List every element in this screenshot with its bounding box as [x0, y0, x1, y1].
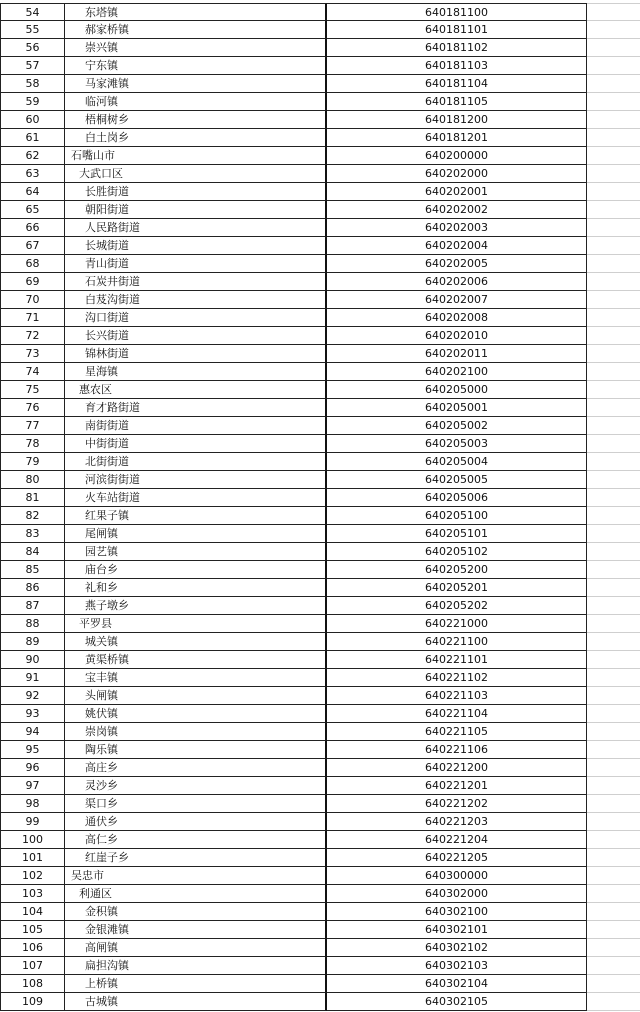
- table-row: [0, 489, 640, 507]
- table-row: [0, 453, 640, 471]
- row-number-cell[interactable]: 91: [0, 669, 65, 687]
- region-name-cell[interactable]: 马家滩镇: [65, 75, 327, 93]
- row-number-cell[interactable]: 64: [0, 183, 65, 201]
- row-number-cell[interactable]: 104: [0, 903, 65, 921]
- row-number-cell[interactable]: 73: [0, 345, 65, 363]
- table-row: [0, 507, 640, 525]
- region-code-cell[interactable]: 640300000: [327, 867, 587, 885]
- region-name-cell[interactable]: 石嘴山市: [65, 147, 327, 165]
- table-row: [0, 687, 640, 705]
- row-number-cell[interactable]: 61: [0, 129, 65, 147]
- region-code-cell[interactable]: 640205000: [327, 381, 587, 399]
- empty-cell[interactable]: [587, 471, 640, 489]
- region-code-cell[interactable]: 640181101: [327, 21, 587, 39]
- row-number-cell[interactable]: 80: [0, 471, 65, 489]
- empty-cell[interactable]: [587, 237, 640, 255]
- region-code-cell[interactable]: 640181102: [327, 39, 587, 57]
- region-code-cell[interactable]: 640221100: [327, 633, 587, 651]
- region-code-cell[interactable]: 640221203: [327, 813, 587, 831]
- table-row: [0, 615, 640, 633]
- region-code-cell[interactable]: 640181100: [327, 3, 587, 21]
- empty-cell[interactable]: [587, 777, 640, 795]
- empty-cell[interactable]: [587, 615, 640, 633]
- region-name-cell[interactable]: 古城镇: [65, 993, 327, 1011]
- empty-cell[interactable]: [587, 381, 640, 399]
- row-number-cell[interactable]: 74: [0, 363, 65, 381]
- empty-cell[interactable]: [587, 705, 640, 723]
- empty-cell[interactable]: [587, 399, 640, 417]
- region-code-cell[interactable]: 640181103: [327, 57, 587, 75]
- table-row: [0, 885, 640, 903]
- table-row: [0, 381, 640, 399]
- table-row: [0, 255, 640, 273]
- table-row: [0, 165, 640, 183]
- row-number-cell[interactable]: 72: [0, 327, 65, 345]
- region-name-cell[interactable]: 渠口乡: [65, 795, 327, 813]
- row-number-cell[interactable]: 58: [0, 75, 65, 93]
- region-name-cell[interactable]: 崇兴镇: [65, 39, 327, 57]
- region-code-cell[interactable]: 640302102: [327, 939, 587, 957]
- empty-cell[interactable]: [587, 741, 640, 759]
- region-code-cell[interactable]: 640202008: [327, 309, 587, 327]
- region-code-cell[interactable]: 640302105: [327, 993, 587, 1011]
- region-code-cell[interactable]: 640302100: [327, 903, 587, 921]
- empty-cell[interactable]: [587, 183, 640, 201]
- row-number-cell[interactable]: 77: [0, 417, 65, 435]
- row-number-cell[interactable]: 95: [0, 741, 65, 759]
- region-name-cell[interactable]: 宁东镇: [65, 57, 327, 75]
- region-name-cell[interactable]: 北街街道: [65, 453, 327, 471]
- row-number-cell[interactable]: 79: [0, 453, 65, 471]
- table-row: [0, 561, 640, 579]
- region-name-cell[interactable]: 姚伏镇: [65, 705, 327, 723]
- empty-cell[interactable]: [587, 435, 640, 453]
- table-row: [0, 237, 640, 255]
- empty-cell[interactable]: [587, 291, 640, 309]
- empty-cell[interactable]: [587, 795, 640, 813]
- region-code-cell[interactable]: 640181105: [327, 93, 587, 111]
- row-number-cell[interactable]: 97: [0, 777, 65, 795]
- empty-cell[interactable]: [587, 327, 640, 345]
- region-code-cell[interactable]: 640202004: [327, 237, 587, 255]
- table-row: [0, 291, 640, 309]
- region-code-cell[interactable]: 640221104: [327, 705, 587, 723]
- region-name-cell[interactable]: 郝家桥镇: [65, 21, 327, 39]
- region-name-cell[interactable]: 惠农区: [65, 381, 327, 399]
- region-name-cell[interactable]: 高庄乡: [65, 759, 327, 777]
- region-code-cell[interactable]: 640302104: [327, 975, 587, 993]
- region-name-cell[interactable]: 育才路街道: [65, 399, 327, 417]
- row-number-cell[interactable]: 96: [0, 759, 65, 777]
- spreadsheet-table: [0, 3, 640, 1011]
- empty-cell[interactable]: [587, 651, 640, 669]
- region-code-cell[interactable]: 640205003: [327, 435, 587, 453]
- table-row: [0, 345, 640, 363]
- row-number-cell[interactable]: 100: [0, 831, 65, 849]
- region-code-cell[interactable]: 640202000: [327, 165, 587, 183]
- empty-cell[interactable]: [587, 525, 640, 543]
- table-row: [0, 957, 640, 975]
- region-code-cell[interactable]: 640221101: [327, 651, 587, 669]
- table-row: [0, 39, 640, 57]
- region-name-cell[interactable]: 扁担沟镇: [65, 957, 327, 975]
- empty-cell[interactable]: [587, 939, 640, 957]
- region-name-cell[interactable]: 长兴街道: [65, 327, 327, 345]
- table-row: [0, 471, 640, 489]
- row-number-cell[interactable]: 68: [0, 255, 65, 273]
- row-number-cell[interactable]: 99: [0, 813, 65, 831]
- table-row: [0, 21, 640, 39]
- table-row: [0, 3, 640, 21]
- region-code-cell[interactable]: 640302000: [327, 885, 587, 903]
- table-row: [0, 813, 640, 831]
- region-name-cell[interactable]: 上桥镇: [65, 975, 327, 993]
- empty-cell[interactable]: [587, 759, 640, 777]
- region-name-cell[interactable]: 长胜街道: [65, 183, 327, 201]
- region-name-cell[interactable]: 灵沙乡: [65, 777, 327, 795]
- table-row: [0, 597, 640, 615]
- region-name-cell[interactable]: 宝丰镇: [65, 669, 327, 687]
- region-code-cell[interactable]: 640205001: [327, 399, 587, 417]
- empty-cell[interactable]: [587, 867, 640, 885]
- table-row: [0, 309, 640, 327]
- row-number-cell[interactable]: 88: [0, 615, 65, 633]
- empty-cell[interactable]: [587, 669, 640, 687]
- region-code-cell[interactable]: 640205004: [327, 453, 587, 471]
- empty-cell[interactable]: [587, 597, 640, 615]
- region-code-cell[interactable]: 640221202: [327, 795, 587, 813]
- row-number-cell[interactable]: 103: [0, 885, 65, 903]
- region-code-cell[interactable]: 640221201: [327, 777, 587, 795]
- empty-cell[interactable]: [587, 561, 640, 579]
- table-row: [0, 993, 640, 1011]
- empty-cell[interactable]: [587, 507, 640, 525]
- table-row: [0, 525, 640, 543]
- empty-cell[interactable]: [587, 993, 640, 1011]
- row-number-cell[interactable]: 69: [0, 273, 65, 291]
- empty-cell[interactable]: [587, 129, 640, 147]
- empty-cell[interactable]: [587, 21, 640, 39]
- region-name-cell[interactable]: 头闸镇: [65, 687, 327, 705]
- empty-cell[interactable]: [587, 219, 640, 237]
- table-row: [0, 867, 640, 885]
- region-code-cell[interactable]: 640221102: [327, 669, 587, 687]
- row-number-cell[interactable]: 89: [0, 633, 65, 651]
- row-number-cell[interactable]: 105: [0, 921, 65, 939]
- region-name-cell[interactable]: 大武口区: [65, 165, 327, 183]
- empty-cell[interactable]: [587, 723, 640, 741]
- region-name-cell[interactable]: 临河镇: [65, 93, 327, 111]
- region-name-cell[interactable]: 梧桐树乡: [65, 111, 327, 129]
- empty-cell[interactable]: [587, 201, 640, 219]
- row-number-cell[interactable]: 67: [0, 237, 65, 255]
- region-code-cell[interactable]: 640181200: [327, 111, 587, 129]
- region-code-cell[interactable]: 640221205: [327, 849, 587, 867]
- empty-cell[interactable]: [587, 57, 640, 75]
- region-name-cell[interactable]: 长城街道: [65, 237, 327, 255]
- region-name-cell[interactable]: 南街街道: [65, 417, 327, 435]
- region-code-cell[interactable]: 640205200: [327, 561, 587, 579]
- region-code-cell[interactable]: 640221204: [327, 831, 587, 849]
- region-name-cell[interactable]: 白芨沟街道: [65, 291, 327, 309]
- region-code-cell[interactable]: 640202007: [327, 291, 587, 309]
- region-code-cell[interactable]: 640202100: [327, 363, 587, 381]
- empty-cell[interactable]: [587, 111, 640, 129]
- table-row: [0, 831, 640, 849]
- table-row: [0, 939, 640, 957]
- region-code-cell[interactable]: 640205100: [327, 507, 587, 525]
- region-code-cell[interactable]: 640302103: [327, 957, 587, 975]
- region-name-cell[interactable]: 利通区: [65, 885, 327, 903]
- row-number-cell[interactable]: 106: [0, 939, 65, 957]
- table-row: [0, 147, 640, 165]
- row-number-cell[interactable]: 66: [0, 219, 65, 237]
- empty-cell[interactable]: [587, 903, 640, 921]
- empty-cell[interactable]: [587, 3, 640, 21]
- table-row: [0, 417, 640, 435]
- region-name-cell[interactable]: 城关镇: [65, 633, 327, 651]
- region-name-cell[interactable]: 锦林街道: [65, 345, 327, 363]
- region-code-cell[interactable]: 640302101: [327, 921, 587, 939]
- empty-cell[interactable]: [587, 345, 640, 363]
- region-name-cell[interactable]: 河滨街街道: [65, 471, 327, 489]
- empty-cell[interactable]: [587, 147, 640, 165]
- region-code-cell[interactable]: 640205102: [327, 543, 587, 561]
- row-number-cell[interactable]: 60: [0, 111, 65, 129]
- table-row: [0, 327, 640, 345]
- row-number-cell[interactable]: 85: [0, 561, 65, 579]
- region-code-cell[interactable]: 640202003: [327, 219, 587, 237]
- row-number-cell[interactable]: 76: [0, 399, 65, 417]
- region-name-cell[interactable]: 吴忠市: [65, 867, 327, 885]
- row-number-cell[interactable]: 59: [0, 93, 65, 111]
- empty-cell[interactable]: [587, 957, 640, 975]
- table-row: [0, 183, 640, 201]
- region-code-cell[interactable]: 640205101: [327, 525, 587, 543]
- row-number-cell[interactable]: 81: [0, 489, 65, 507]
- region-name-cell[interactable]: 高闸镇: [65, 939, 327, 957]
- region-code-cell[interactable]: 640202005: [327, 255, 587, 273]
- region-name-cell[interactable]: 崇岗镇: [65, 723, 327, 741]
- region-name-cell[interactable]: 燕子墩乡: [65, 597, 327, 615]
- table-row: [0, 399, 640, 417]
- row-number-cell[interactable]: 62: [0, 147, 65, 165]
- empty-cell[interactable]: [587, 813, 640, 831]
- row-number-cell[interactable]: 54: [0, 3, 65, 21]
- empty-cell[interactable]: [587, 633, 640, 651]
- region-code-cell[interactable]: 640221103: [327, 687, 587, 705]
- region-name-cell[interactable]: 尾闸镇: [65, 525, 327, 543]
- row-number-cell[interactable]: 63: [0, 165, 65, 183]
- region-code-cell[interactable]: 640202001: [327, 183, 587, 201]
- table-row: [0, 129, 640, 147]
- region-name-cell[interactable]: 火车站街道: [65, 489, 327, 507]
- table-row: [0, 75, 640, 93]
- region-name-cell[interactable]: 庙台乡: [65, 561, 327, 579]
- region-code-cell[interactable]: 640221200: [327, 759, 587, 777]
- table-row: [0, 705, 640, 723]
- region-name-cell[interactable]: 中街街道: [65, 435, 327, 453]
- table-row: [0, 651, 640, 669]
- empty-cell[interactable]: [587, 363, 640, 381]
- region-name-cell[interactable]: 高仁乡: [65, 831, 327, 849]
- region-code-cell[interactable]: 640205006: [327, 489, 587, 507]
- row-number-cell[interactable]: 107: [0, 957, 65, 975]
- region-code-cell[interactable]: 640202010: [327, 327, 587, 345]
- row-number-cell[interactable]: 109: [0, 993, 65, 1011]
- region-code-cell[interactable]: 640205005: [327, 471, 587, 489]
- row-number-cell[interactable]: 71: [0, 309, 65, 327]
- row-number-cell[interactable]: 98: [0, 795, 65, 813]
- region-name-cell[interactable]: 红果子镇: [65, 507, 327, 525]
- table-row: [0, 543, 640, 561]
- table-row: [0, 759, 640, 777]
- region-code-cell[interactable]: 640221106: [327, 741, 587, 759]
- region-code-cell[interactable]: 640181201: [327, 129, 587, 147]
- region-name-cell[interactable]: 陶乐镇: [65, 741, 327, 759]
- region-name-cell[interactable]: 石炭井街道: [65, 273, 327, 291]
- table-row: [0, 723, 640, 741]
- table-row: [0, 219, 640, 237]
- region-name-cell[interactable]: 青山街道: [65, 255, 327, 273]
- empty-cell[interactable]: [587, 273, 640, 291]
- table-row: [0, 777, 640, 795]
- row-number-cell[interactable]: 84: [0, 543, 65, 561]
- table-row: [0, 93, 640, 111]
- row-number-cell[interactable]: 93: [0, 705, 65, 723]
- row-number-cell[interactable]: 87: [0, 597, 65, 615]
- empty-cell[interactable]: [587, 75, 640, 93]
- empty-cell[interactable]: [587, 453, 640, 471]
- region-name-cell[interactable]: 礼和乡: [65, 579, 327, 597]
- empty-cell[interactable]: [587, 975, 640, 993]
- region-name-cell[interactable]: 白土岗乡: [65, 129, 327, 147]
- row-number-cell[interactable]: 57: [0, 57, 65, 75]
- region-code-cell[interactable]: 640202006: [327, 273, 587, 291]
- table-row: [0, 795, 640, 813]
- region-name-cell[interactable]: 平罗县: [65, 615, 327, 633]
- table-row: [0, 435, 640, 453]
- row-number-cell[interactable]: 70: [0, 291, 65, 309]
- region-name-cell[interactable]: 通伏乡: [65, 813, 327, 831]
- row-number-cell[interactable]: 83: [0, 525, 65, 543]
- region-name-cell[interactable]: 金银滩镇: [65, 921, 327, 939]
- region-name-cell[interactable]: 人民路街道: [65, 219, 327, 237]
- region-name-cell[interactable]: 东塔镇: [65, 3, 327, 21]
- table-row: [0, 741, 640, 759]
- region-code-cell[interactable]: 640202002: [327, 201, 587, 219]
- region-name-cell[interactable]: 朝阳街道: [65, 201, 327, 219]
- region-name-cell[interactable]: 园艺镇: [65, 543, 327, 561]
- table-row: [0, 975, 640, 993]
- row-number-cell[interactable]: 56: [0, 39, 65, 57]
- empty-cell[interactable]: [587, 579, 640, 597]
- region-code-cell[interactable]: 640205202: [327, 597, 587, 615]
- region-code-cell[interactable]: 640202011: [327, 345, 587, 363]
- row-number-cell[interactable]: 78: [0, 435, 65, 453]
- region-code-cell[interactable]: 640205002: [327, 417, 587, 435]
- row-number-cell[interactable]: 108: [0, 975, 65, 993]
- row-number-cell[interactable]: 90: [0, 651, 65, 669]
- table-row: [0, 57, 640, 75]
- table-row: [0, 669, 640, 687]
- table-row: [0, 111, 640, 129]
- region-code-cell[interactable]: 640205201: [327, 579, 587, 597]
- row-number-cell[interactable]: 94: [0, 723, 65, 741]
- region-name-cell[interactable]: 星海镇: [65, 363, 327, 381]
- empty-cell[interactable]: [587, 93, 640, 111]
- table-row: [0, 579, 640, 597]
- empty-cell[interactable]: [587, 543, 640, 561]
- row-number-cell[interactable]: 75: [0, 381, 65, 399]
- region-code-cell[interactable]: 640221105: [327, 723, 587, 741]
- empty-cell[interactable]: [587, 489, 640, 507]
- table-row: [0, 903, 640, 921]
- table-row: [0, 363, 640, 381]
- row-number-cell[interactable]: 101: [0, 849, 65, 867]
- empty-cell[interactable]: [587, 885, 640, 903]
- empty-cell[interactable]: [587, 165, 640, 183]
- row-number-cell[interactable]: 55: [0, 21, 65, 39]
- empty-cell[interactable]: [587, 831, 640, 849]
- region-code-cell[interactable]: 640181104: [327, 75, 587, 93]
- table-row: [0, 633, 640, 651]
- row-number-cell[interactable]: 92: [0, 687, 65, 705]
- table-row: [0, 273, 640, 291]
- empty-cell[interactable]: [587, 255, 640, 273]
- region-code-cell[interactable]: 640221000: [327, 615, 587, 633]
- empty-cell[interactable]: [587, 309, 640, 327]
- region-name-cell[interactable]: 红崖子乡: [65, 849, 327, 867]
- row-number-cell[interactable]: 65: [0, 201, 65, 219]
- row-number-cell[interactable]: 82: [0, 507, 65, 525]
- empty-cell[interactable]: [587, 849, 640, 867]
- region-name-cell[interactable]: 沟口街道: [65, 309, 327, 327]
- row-number-cell[interactable]: 102: [0, 867, 65, 885]
- empty-cell[interactable]: [587, 39, 640, 57]
- empty-cell[interactable]: [587, 687, 640, 705]
- region-name-cell[interactable]: 金积镇: [65, 903, 327, 921]
- empty-cell[interactable]: [587, 921, 640, 939]
- table-row: [0, 201, 640, 219]
- row-number-cell[interactable]: 86: [0, 579, 65, 597]
- region-name-cell[interactable]: 黄渠桥镇: [65, 651, 327, 669]
- region-code-cell[interactable]: 640200000: [327, 147, 587, 165]
- table-row: [0, 849, 640, 867]
- table-row: [0, 921, 640, 939]
- empty-cell[interactable]: [587, 417, 640, 435]
